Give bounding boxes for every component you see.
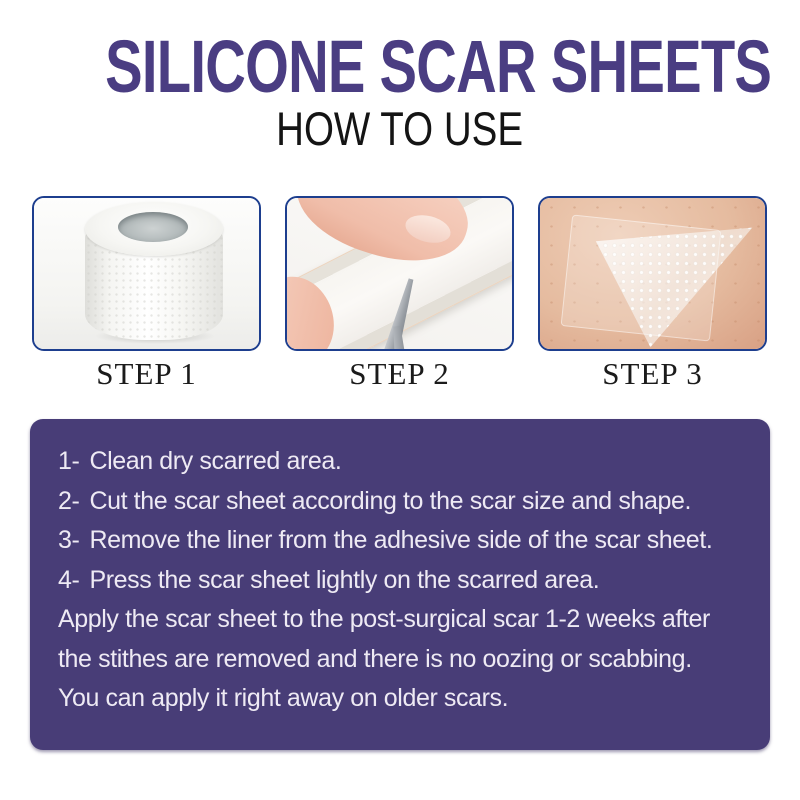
step-number: 4- — [58, 565, 80, 594]
step-text: Clean dry scarred area. — [89, 447, 342, 476]
page-title: SILICONE SCAR SHEETS — [105, 25, 772, 108]
instruction-note-line-3: You can apply it right away on older scars. — [58, 684, 509, 713]
step2-label: STEP 2 — [349, 356, 450, 391]
cutting-photo — [287, 198, 512, 349]
step-photos-row — [32, 196, 768, 351]
instruction-step-4 — [58, 561, 742, 601]
step1-photo-card — [32, 196, 261, 351]
instructions-panel — [30, 419, 770, 750]
instruction-step-3 — [58, 521, 742, 561]
instruction-note-line-2: the stithes are removed and there is no oozing or scabbing. — [58, 644, 692, 673]
step-labels-row — [32, 356, 768, 392]
step3-photo-card — [538, 196, 767, 351]
instruction-step-2 — [58, 482, 742, 522]
step-number: 3- — [58, 526, 80, 555]
step2-photo-card — [285, 196, 514, 351]
step1-label: STEP 1 — [96, 356, 197, 391]
step3-label: STEP 3 — [602, 356, 703, 391]
step-text: Remove the liner from the adhesive side of the scar sheet. — [89, 526, 713, 555]
page-subtitle: HOW TO USE — [276, 102, 524, 155]
roll-center-hole — [118, 212, 188, 242]
step-number: 1- — [58, 447, 80, 476]
step-number: 2- — [58, 486, 80, 515]
step-text: Cut the scar sheet according to the scar size and shape. — [89, 486, 692, 515]
instruction-step-1 — [58, 442, 742, 482]
skin-application-photo — [540, 198, 765, 349]
tape-roll-photo — [34, 198, 259, 349]
step-text: Press the scar sheet lightly on the scarred area. — [89, 565, 600, 594]
instruction-note-line-1: Apply the scar sheet to the post-surgical scar 1-2 weeks after — [58, 605, 710, 634]
